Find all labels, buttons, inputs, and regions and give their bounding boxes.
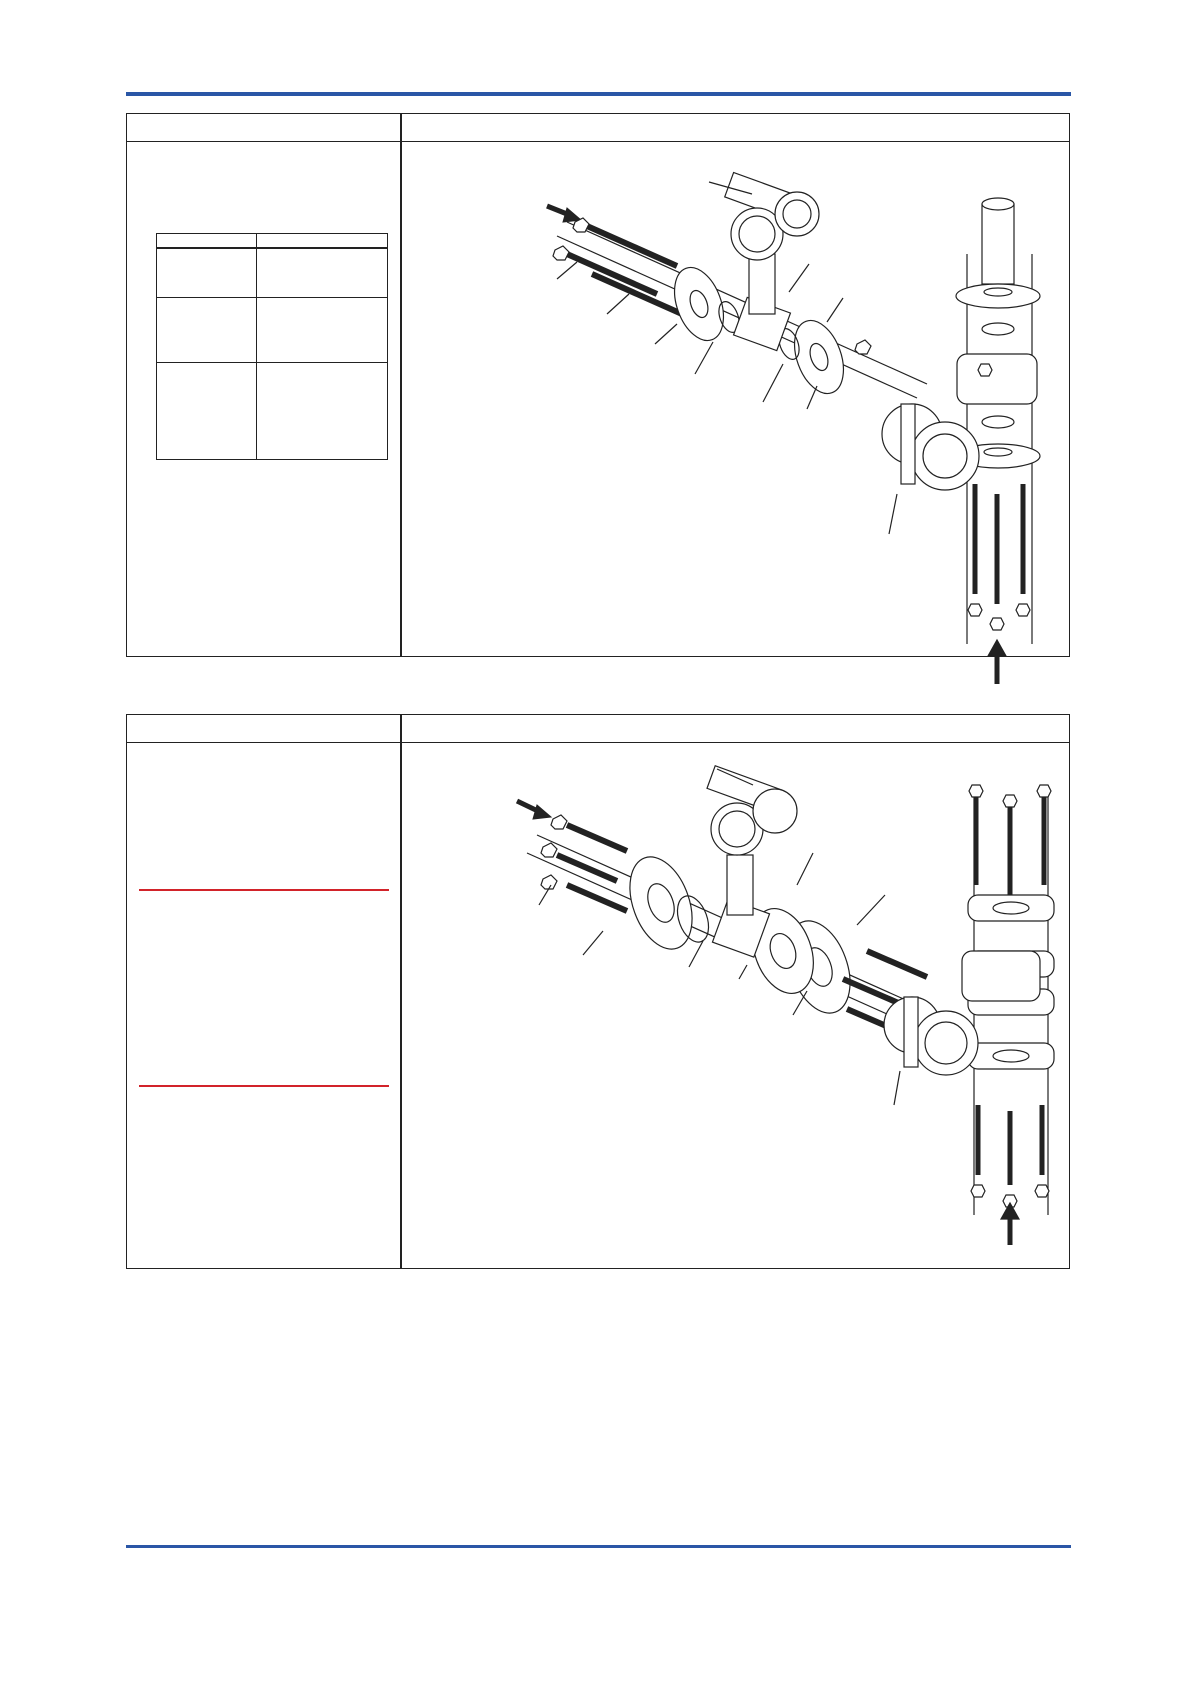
column-divider [400, 715, 402, 1268]
table-row-rule [157, 362, 387, 363]
vertical-flange-assembly-illustration [872, 775, 1072, 1245]
installation-panel-wafer [126, 113, 1070, 657]
header-rule [126, 92, 1071, 96]
vertical-wafer-assembly-illustration [857, 194, 1057, 644]
footer-rule [126, 1545, 1071, 1548]
horizontal-flange-assembly-illustration [447, 755, 927, 1035]
panel-header [127, 715, 1069, 743]
column-divider [400, 114, 402, 656]
table-column-rule [256, 234, 257, 459]
revision-mark-line [139, 1085, 389, 1087]
revision-mark-line [139, 889, 389, 891]
table-header-rule [157, 247, 387, 249]
installation-panel-flange [126, 714, 1070, 1269]
bolt-spec-table [156, 233, 388, 460]
table-row-rule [157, 297, 387, 298]
panel-header [127, 114, 1069, 142]
